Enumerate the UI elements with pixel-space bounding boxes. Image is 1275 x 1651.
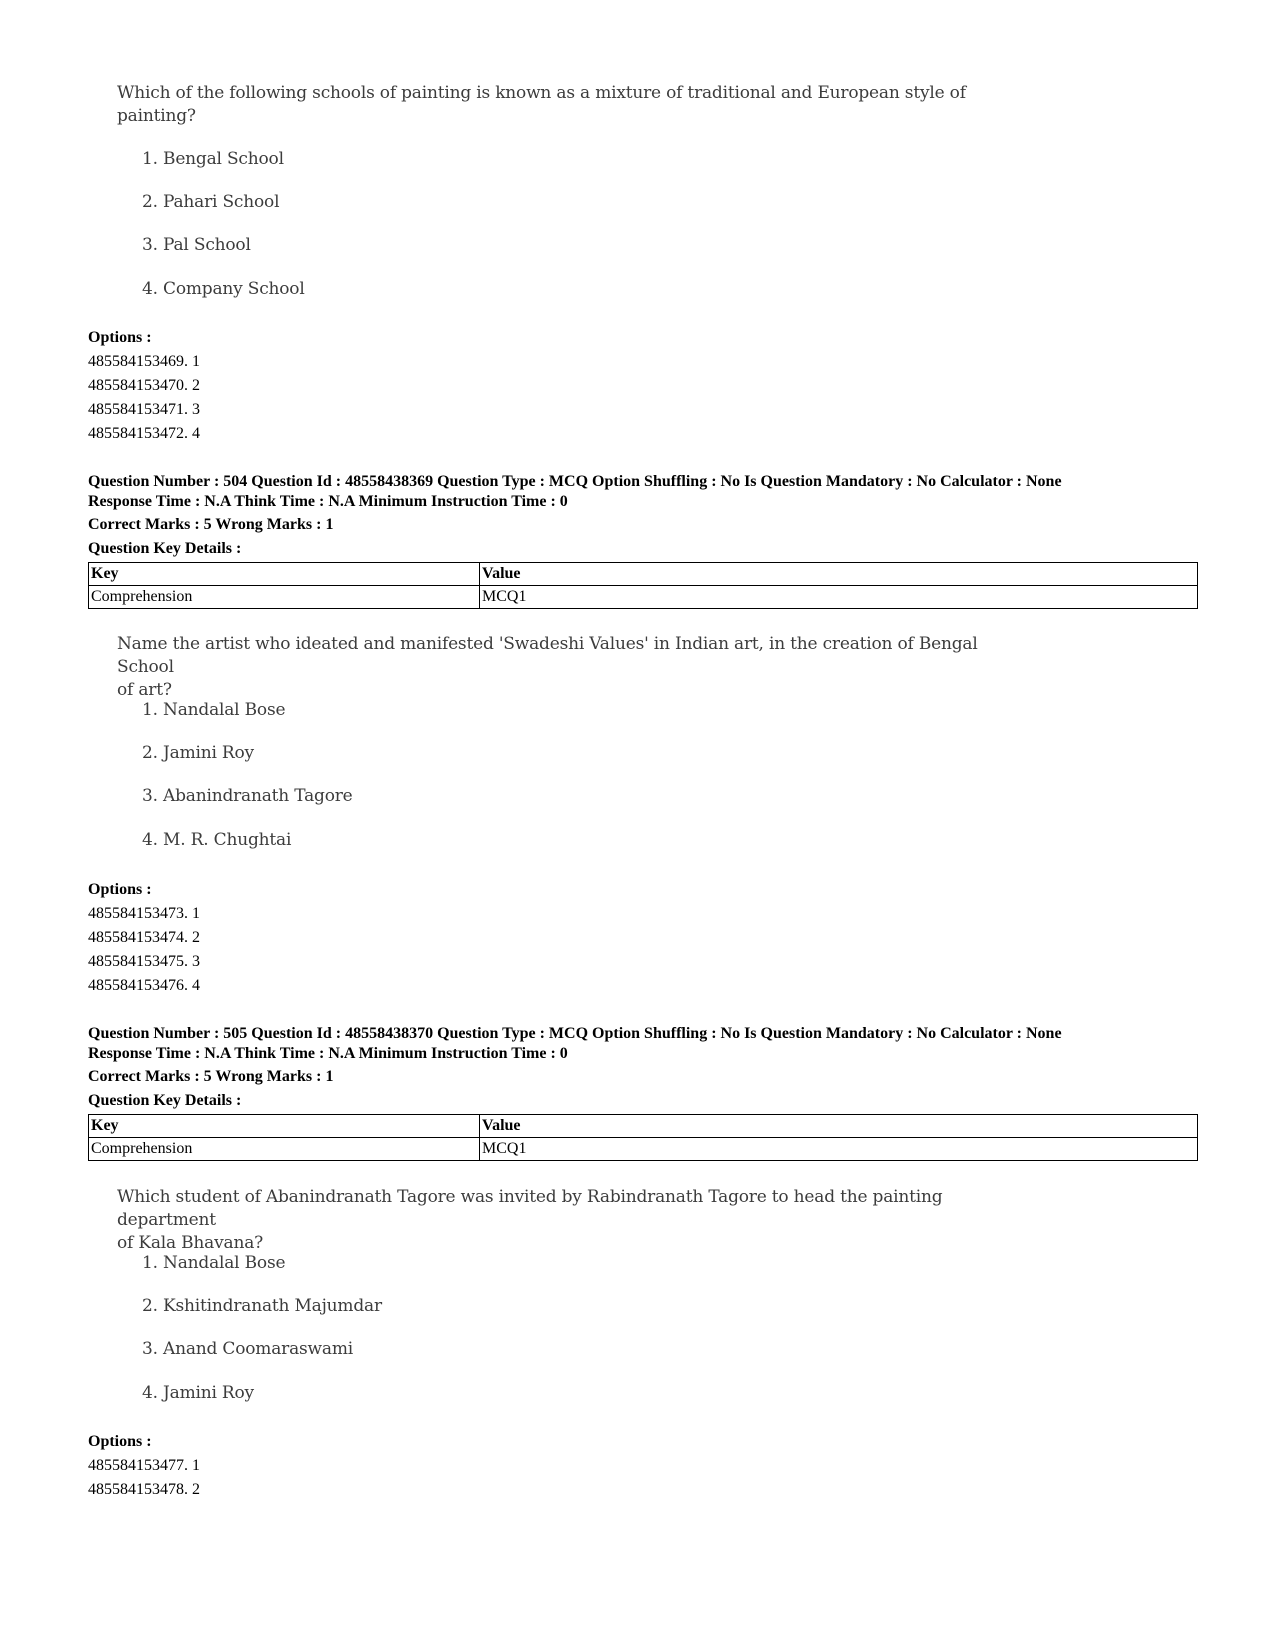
key-details-label: Question Key Details :: [88, 1092, 242, 1109]
marks-line: Correct Marks : 5 Wrong Marks : 1: [88, 1068, 334, 1085]
answer-choice: 2. Jamini Roy: [142, 743, 254, 763]
options-label: Options :: [88, 881, 152, 898]
table-cell-value: MCQ1: [480, 1138, 1198, 1161]
question-image: [117, 633, 997, 850]
table-header-value: Value: [480, 1115, 1198, 1138]
option-id: 485584153478. 2: [88, 1481, 200, 1498]
answer-choice: 3. Abanindranath Tagore: [142, 786, 353, 806]
question-meta-line: Response Time : N.A Think Time : N.A Minimum Instruction Time : 0: [88, 493, 568, 510]
table-cell-key: Comprehension: [89, 1138, 480, 1161]
answer-choice: 2. Kshitindranath Majumdar: [142, 1296, 382, 1316]
answer-choice: 4. Jamini Roy: [142, 1383, 254, 1403]
table-cell-value: MCQ1: [480, 586, 1198, 609]
question-stem: [117, 1186, 997, 1255]
question-stem-line: Which of the following schools of painting is known as a mixture of traditional and European style of: [117, 83, 966, 103]
key-details-table: [88, 1114, 1198, 1161]
question-stem: [117, 82, 997, 128]
option-id-list: [88, 350, 200, 446]
question-stem-line: painting?: [117, 106, 196, 126]
question-meta-line: Question Number : 504 Question Id : 48558438369 Question Type : MCQ Option Shuffling : No Is Question Mandatory : No Calculator : None: [88, 473, 1062, 490]
option-id: 485584153472. 4: [88, 425, 200, 442]
option-id: 485584153477. 1: [88, 1457, 200, 1474]
option-id: 485584153475. 3: [88, 953, 200, 970]
question-stem: [117, 633, 997, 702]
options-label: Options :: [88, 1433, 152, 1450]
question-meta: [88, 1024, 1208, 1064]
answer-choice: 3. Pal School: [142, 235, 251, 255]
table-header-value: Value: [480, 563, 1198, 586]
answer-choice: 2. Pahari School: [142, 192, 280, 212]
answer-choice: 3. Anand Coomaraswami: [142, 1339, 353, 1359]
table-row: [89, 1138, 1198, 1161]
option-id: 485584153471. 3: [88, 401, 200, 418]
question-meta-line: Response Time : N.A Think Time : N.A Minimum Instruction Time : 0: [88, 1045, 568, 1062]
question-stem-line: Which student of Abanindranath Tagore was invited by Rabindranath Tagore to head the painting department: [117, 1187, 943, 1230]
question-stem-line: of art?: [117, 680, 172, 700]
option-id: 485584153476. 4: [88, 977, 200, 994]
options-section: [88, 878, 200, 998]
question-stem-line: Name the artist who ideated and manifested 'Swadeshi Values' in Indian art, in the creation of Bengal School: [117, 634, 978, 677]
options-label: Options :: [88, 329, 152, 346]
option-id: 485584153470. 2: [88, 377, 200, 394]
option-id: 485584153469. 1: [88, 353, 200, 370]
question-meta-line: Question Number : 505 Question Id : 48558438370 Question Type : MCQ Option Shuffling : No Is Question Mandatory : No Calculator : None: [88, 1025, 1062, 1042]
option-id: 485584153474. 2: [88, 929, 200, 946]
option-id-list: [88, 902, 200, 998]
option-id: 485584153473. 1: [88, 905, 200, 922]
table-header-row: [89, 1115, 1198, 1138]
options-section: [88, 326, 200, 446]
question-meta: [88, 472, 1208, 512]
table-row: [89, 586, 1198, 609]
question-image: [117, 1186, 997, 1403]
answer-choice: 1. Bengal School: [142, 149, 284, 169]
question-stem-line: of Kala Bhavana?: [117, 1233, 264, 1253]
options-section: [88, 1430, 200, 1502]
table-header-row: [89, 563, 1198, 586]
table-header-key: Key: [89, 563, 480, 586]
table-header-key: Key: [89, 1115, 480, 1138]
question-image: [117, 82, 997, 299]
option-id-list: [88, 1454, 200, 1502]
key-details-label: Question Key Details :: [88, 540, 242, 557]
answer-choice: 1. Nandalal Bose: [142, 1253, 286, 1273]
marks-line: Correct Marks : 5 Wrong Marks : 1: [88, 516, 334, 533]
answer-choice: 1. Nandalal Bose: [142, 700, 286, 720]
answer-choice: 4. M. R. Chughtai: [142, 830, 292, 850]
key-details-table: [88, 562, 1198, 609]
answer-choice: 4. Company School: [142, 279, 305, 299]
table-cell-key: Comprehension: [89, 586, 480, 609]
